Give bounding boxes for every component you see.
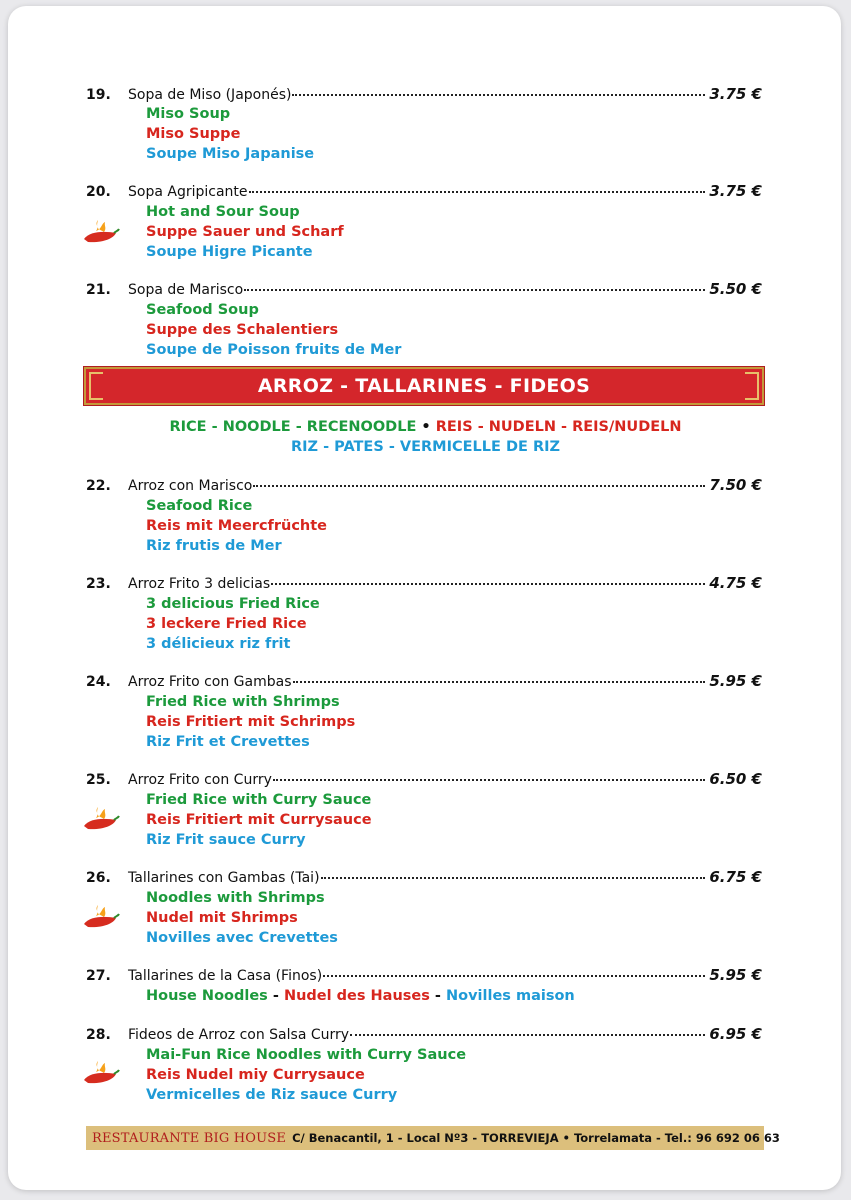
footer-bar [86,1126,780,1150]
item-english: Hot and Sour Soup [146,204,300,220]
dot-leader [350,1032,705,1036]
item-english: House Noodles [146,988,268,1004]
item-english: Fried Rice with Curry Sauce [146,792,372,808]
restaurant-brand: RESTAURANTE BIG HOUSE [92,1130,287,1146]
subtitle-bullet: • [416,419,436,435]
item-number: 28. [86,1027,111,1043]
dot-leader [292,92,705,96]
item-english: 3 delicious Fried Rice [146,596,320,612]
item-name: Arroz con Marisco [128,478,253,494]
item-name: Arroz Frito con Gambas [128,674,292,690]
dot-leader [249,189,706,193]
item-price: 6.50 € [709,770,762,788]
item-french: Riz frutis de Mer [146,538,282,554]
item-german: Reis Fritiert mit Schrimps [146,714,356,730]
item-row [86,966,762,986]
item-german: Reis mit Meercfrüchte [146,518,328,534]
item-name: Arroz Frito con Curry [128,772,272,788]
item-name: Sopa de Miso (Japonés) [128,87,292,103]
item-price: 7.50 € [709,476,762,494]
section-banner [84,367,764,405]
item-row [86,182,762,202]
separator: - [267,988,284,1004]
item-french: Soupe Miso Japanise [146,146,315,162]
dot-leader [273,777,705,781]
item-row [86,574,762,594]
item-number: 20. [86,184,111,200]
item-french: Vermicelles de Riz sauce Curry [146,1087,398,1103]
item-french: Riz Frit et Crevettes [146,734,310,750]
item-price: 3.75 € [709,85,762,103]
item-french: Soupe de Poisson fruits de Mer [146,342,402,358]
item-english: Miso Soup [146,106,231,122]
section-subtitle-line-1 [0,417,851,437]
item-french: Riz Frit sauce Curry [146,832,306,848]
section-title: ARROZ - TALLARINES - FIDEOS [257,375,591,397]
dot-leader [323,973,705,977]
chili-flame-icon [80,804,120,832]
subtitle-english: RICE - NOODLE - RECENOODLE [169,419,417,435]
dot-leader [271,581,705,585]
item-row [86,672,762,692]
item-german: Miso Suppe [146,126,241,142]
item-english: Seafood Soup [146,302,259,318]
item-name: Fideos de Arroz con Salsa Curry [128,1027,350,1043]
item-german: 3 leckere Fried Rice [146,616,307,632]
item-number: 24. [86,674,111,690]
subtitle-german: REIS - NUDELN - REIS/NUDELN [435,419,682,435]
item-english: Noodles with Shrimps [146,890,325,906]
item-german: Suppe Sauer und Scharf [146,224,344,240]
separator: - [429,988,446,1004]
item-price: 6.75 € [709,868,762,886]
item-english: Seafood Rice [146,498,253,514]
item-number: 27. [86,968,111,984]
item-price: 5.50 € [709,280,762,298]
item-number: 26. [86,870,111,886]
item-number: 21. [86,282,111,298]
item-number: 22. [86,478,111,494]
item-number: 25. [86,772,111,788]
item-number: 19. [86,87,111,103]
item-row [86,1025,762,1045]
subtitle-french: RIZ - PATES - VERMICELLE DE RIZ [290,439,561,455]
item-german: Suppe des Schalentiers [146,322,339,338]
item-row [86,476,762,496]
dot-leader [253,483,705,487]
item-price: 3.75 € [709,182,762,200]
item-price: 5.95 € [709,672,762,690]
chili-flame-icon [80,1058,120,1086]
item-name: Tallarines con Gambas (Tai) [128,870,320,886]
item-translations-inline [146,986,575,1006]
item-german: Nudel mit Shrimps [146,910,298,926]
corner-ornament-icon [89,386,103,400]
item-price: 4.75 € [709,574,762,592]
item-name: Arroz Frito 3 delicias [128,576,271,592]
item-name: Sopa de Marisco [128,282,244,298]
item-french: 3 délicieux riz frit [146,636,291,652]
dot-leader [321,875,706,879]
dot-leader [293,679,706,683]
item-french: Soupe Higre Picante [146,244,313,260]
item-english: Mai-Fun Rice Noodles with Curry Sauce [146,1047,467,1063]
chili-flame-icon [80,902,120,930]
item-german: Reis Nudel miy Currysauce [146,1067,365,1083]
restaurant-address: C/ Benacantil, 1 - Local Nº3 - TORREVIEJA • Torrelamata - Tel.: 96 692 06 63 [292,1131,780,1145]
item-french: Novilles maison [445,988,575,1004]
item-name: Sopa Agripicante [128,184,248,200]
corner-ornament-icon [89,372,103,386]
item-name: Tallarines de la Casa (Finos) [128,968,323,984]
chili-flame-icon [80,217,120,245]
item-row [86,280,762,300]
dot-leader [244,287,705,291]
item-number: 23. [86,576,111,592]
item-row [86,868,762,888]
item-german: Reis Fritiert mit Currysauce [146,812,372,828]
corner-ornament-icon [745,386,759,400]
item-price: 5.95 € [709,966,762,984]
item-price: 6.95 € [709,1025,762,1043]
item-french: Novilles avec Crevettes [146,930,338,946]
item-row [86,770,762,790]
corner-ornament-icon [745,372,759,386]
item-english: Fried Rice with Shrimps [146,694,340,710]
item-row [86,85,762,105]
item-german: Nudel des Hauses [283,988,430,1004]
